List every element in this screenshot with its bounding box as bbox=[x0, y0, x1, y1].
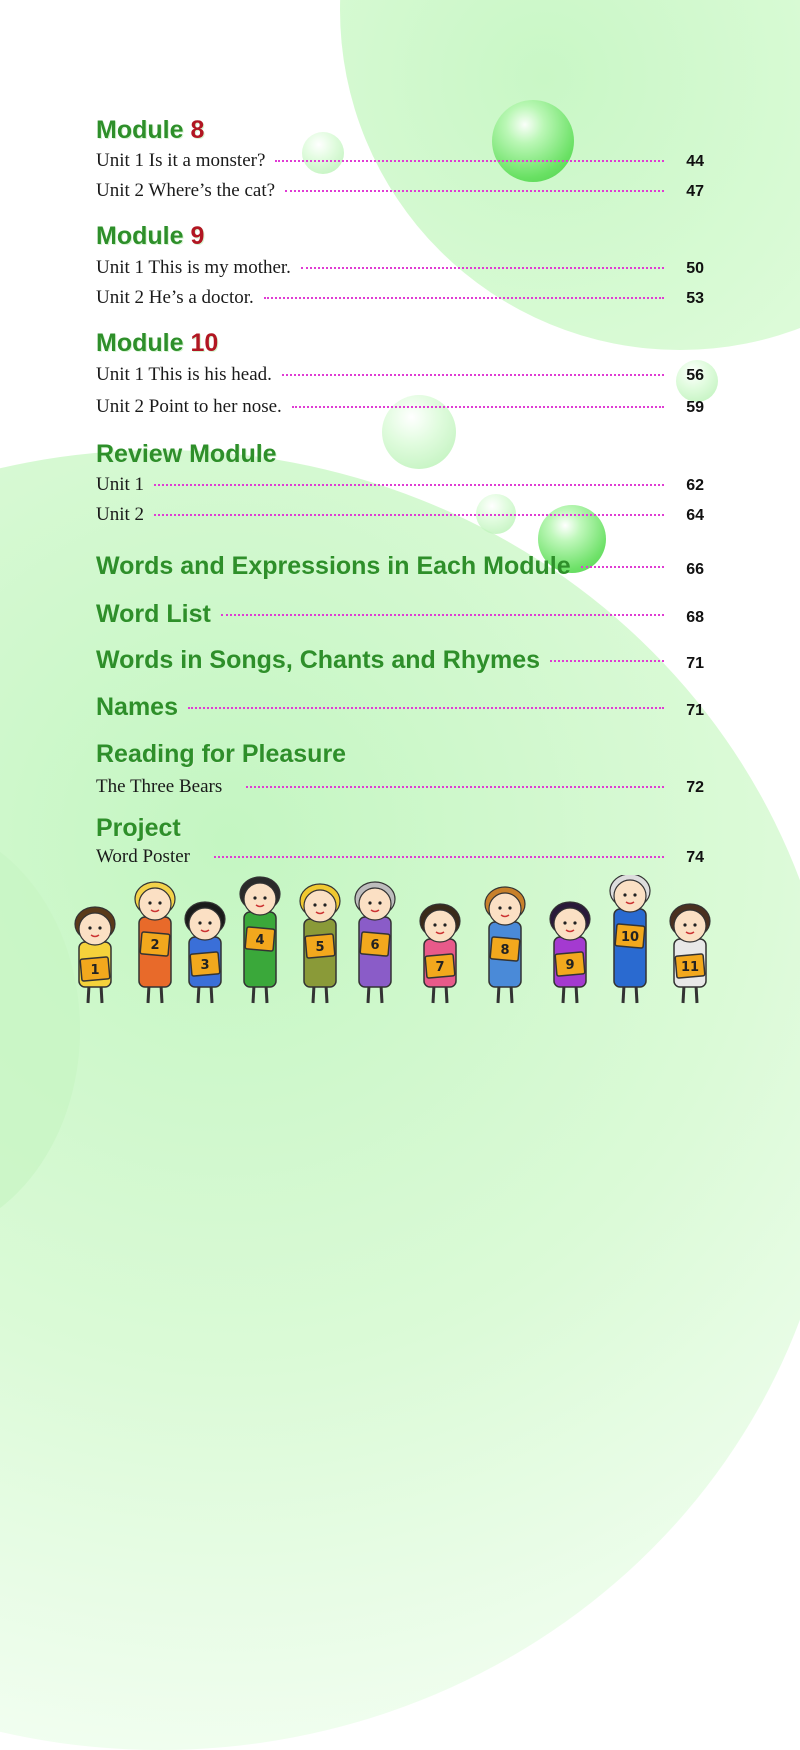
page-number: 50 bbox=[686, 260, 704, 277]
kid-number-label: 2 bbox=[150, 938, 160, 953]
page-number: 64 bbox=[686, 507, 704, 524]
kid-number-label: 9 bbox=[565, 958, 575, 973]
page-number: 74 bbox=[686, 849, 704, 866]
kid-number-label: 11 bbox=[680, 960, 700, 975]
kid-figure bbox=[240, 877, 280, 1003]
module-number: 8 bbox=[190, 116, 205, 144]
module-heading bbox=[96, 116, 204, 145]
entry-label: Unit 1 Is it a monster? bbox=[96, 150, 266, 171]
page-number: 62 bbox=[686, 477, 704, 494]
entry-label: Names bbox=[96, 693, 178, 721]
dot-leader bbox=[301, 267, 664, 269]
kid-number-label: 10 bbox=[620, 930, 640, 945]
kid-number-label: 6 bbox=[370, 938, 380, 953]
page-number: 47 bbox=[686, 183, 704, 200]
entry-label: Word Poster bbox=[96, 846, 190, 867]
dot-leader bbox=[188, 707, 664, 709]
kid-figure bbox=[550, 902, 590, 1003]
kid-number-label: 4 bbox=[255, 933, 265, 948]
module-number: 10 bbox=[190, 329, 219, 357]
entry-label: Words and Expressions in Each Module bbox=[96, 552, 571, 580]
toc-entry[interactable] bbox=[96, 776, 704, 798]
entry-label: Unit 2 bbox=[96, 504, 145, 525]
kid-number-label: 3 bbox=[200, 958, 210, 973]
reading-heading bbox=[96, 740, 346, 769]
dot-leader bbox=[154, 484, 664, 486]
kid-figure bbox=[610, 875, 650, 1003]
kid-figure bbox=[355, 882, 395, 1003]
entry-label: Unit 1 This is my mother. bbox=[96, 257, 291, 278]
heading-text: Review Module bbox=[96, 440, 277, 468]
toc-entry[interactable] bbox=[96, 474, 704, 496]
heading-text: Module bbox=[96, 222, 184, 250]
module-heading bbox=[96, 222, 204, 251]
toc-entry[interactable] bbox=[96, 364, 704, 386]
entry-label: Unit 2 Where’s the cat? bbox=[96, 180, 276, 201]
page-number: 44 bbox=[686, 153, 704, 170]
page-number: 71 bbox=[686, 702, 704, 719]
page-number: 68 bbox=[686, 609, 704, 626]
kid-figure bbox=[75, 907, 115, 1003]
entry-label: Unit 2 He’s a doctor. bbox=[96, 287, 254, 308]
entry-label: The Three Bears bbox=[96, 776, 223, 797]
kid-figure bbox=[185, 902, 225, 1003]
heading-text: Reading for Pleasure bbox=[96, 740, 347, 768]
page-number: 66 bbox=[686, 561, 704, 578]
page-number: 53 bbox=[686, 290, 704, 307]
project-heading bbox=[96, 814, 181, 843]
kid-number-label: 5 bbox=[315, 940, 325, 955]
dot-leader bbox=[154, 514, 664, 516]
toc-entry-songs-chants[interactable] bbox=[96, 646, 704, 675]
entry-label: Word List bbox=[96, 600, 211, 628]
toc-entry[interactable] bbox=[96, 150, 704, 172]
toc-entry-word-list[interactable] bbox=[96, 600, 704, 629]
kid-figure bbox=[670, 904, 710, 1003]
heading-text: Module bbox=[96, 329, 184, 357]
module-number: 9 bbox=[190, 222, 205, 250]
toc-entry[interactable] bbox=[96, 287, 704, 309]
kid-number-label: 7 bbox=[435, 960, 445, 975]
page-number: 59 bbox=[686, 399, 704, 416]
background-circle-bottom bbox=[0, 450, 800, 1750]
toc-entry[interactable] bbox=[96, 180, 704, 202]
entry-label: Words in Songs, Chants and Rhymes bbox=[96, 646, 541, 674]
entry-label: Unit 1 This is his head. bbox=[96, 364, 272, 385]
dot-leader bbox=[221, 614, 664, 616]
kid-number-label: 8 bbox=[500, 943, 510, 958]
dot-leader bbox=[264, 297, 664, 299]
dot-leader bbox=[285, 190, 664, 192]
review-module-heading bbox=[96, 440, 277, 469]
kid-figure bbox=[135, 882, 175, 1003]
kid-figure bbox=[300, 884, 340, 1003]
kid-figure bbox=[420, 904, 460, 1003]
toc-entry[interactable] bbox=[96, 257, 704, 279]
entry-label: Unit 2 Point to her nose. bbox=[96, 396, 282, 417]
dot-leader bbox=[282, 374, 664, 376]
kid-figure bbox=[485, 887, 525, 1003]
dot-leader bbox=[581, 566, 664, 568]
toc-entry-names[interactable] bbox=[96, 693, 704, 722]
kid-number-label: 1 bbox=[90, 963, 100, 978]
kids-illustration bbox=[55, 875, 735, 1005]
toc-entry[interactable] bbox=[96, 846, 704, 868]
toc-entry[interactable] bbox=[96, 396, 704, 418]
heading-text: Project bbox=[96, 814, 181, 842]
page-number: 56 bbox=[686, 367, 704, 384]
page-number: 72 bbox=[686, 779, 704, 796]
module-heading bbox=[96, 329, 218, 358]
page-number: 71 bbox=[686, 655, 704, 672]
dot-leader bbox=[292, 406, 664, 408]
dot-leader bbox=[275, 160, 664, 162]
dot-leader bbox=[214, 856, 664, 858]
heading-text: Module bbox=[96, 116, 184, 144]
dot-leader bbox=[246, 786, 664, 788]
dot-leader bbox=[550, 660, 664, 662]
toc-entry[interactable] bbox=[96, 504, 704, 526]
entry-label: Unit 1 bbox=[96, 474, 145, 495]
toc-entry-words-expressions[interactable] bbox=[96, 552, 704, 581]
